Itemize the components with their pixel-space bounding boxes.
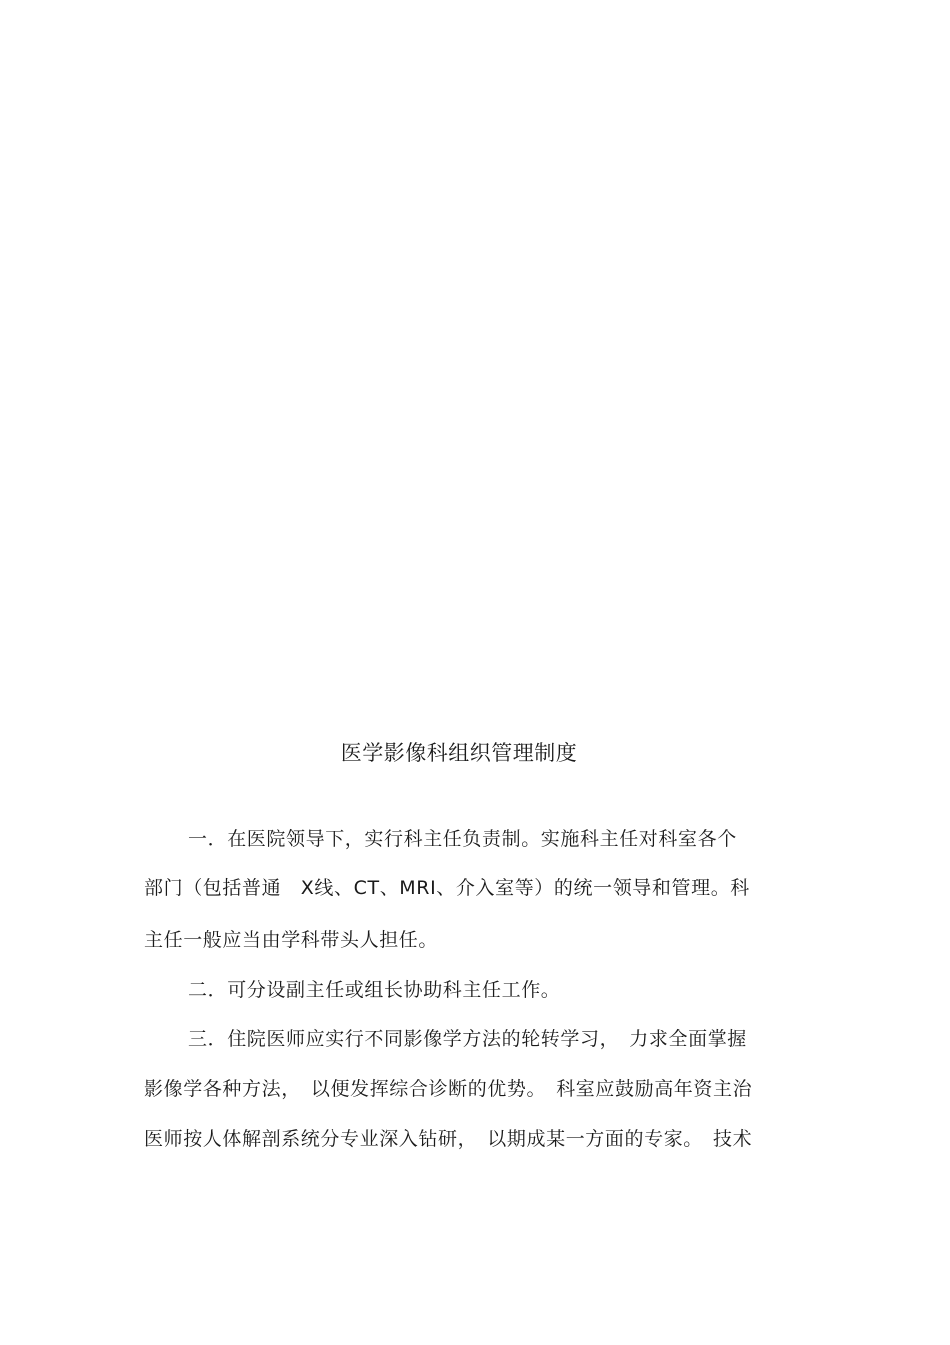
document-title: 医学影像科组织管理制度 <box>340 741 578 765</box>
paragraph-line: 医师按人体解剖系统分专业深入钻研， 以期成某一方面的专家。 技术 <box>144 1128 753 1150</box>
paragraph-line: 部门（包括普通 X线、CT、MRI、介入室等）的统一领导和管理。科 <box>144 877 750 899</box>
paragraph-line: 一．在医院领导下，实行科主任负责制。实施科主任对科室各个 <box>188 828 737 850</box>
paragraph-line: 主任一般应当由学科带头人担任。 <box>144 929 439 951</box>
paragraph-line: 影像学各种方法， 以便发挥综合诊断的优势。 科室应鼓励高年资主治 <box>144 1078 753 1100</box>
paragraph-line: 二．可分设副主任或组长协助科主任工作。 <box>188 979 561 1001</box>
paragraph-line: 三．住院医师应实行不同影像学方法的轮转学习， 力求全面掌握 <box>188 1028 747 1050</box>
